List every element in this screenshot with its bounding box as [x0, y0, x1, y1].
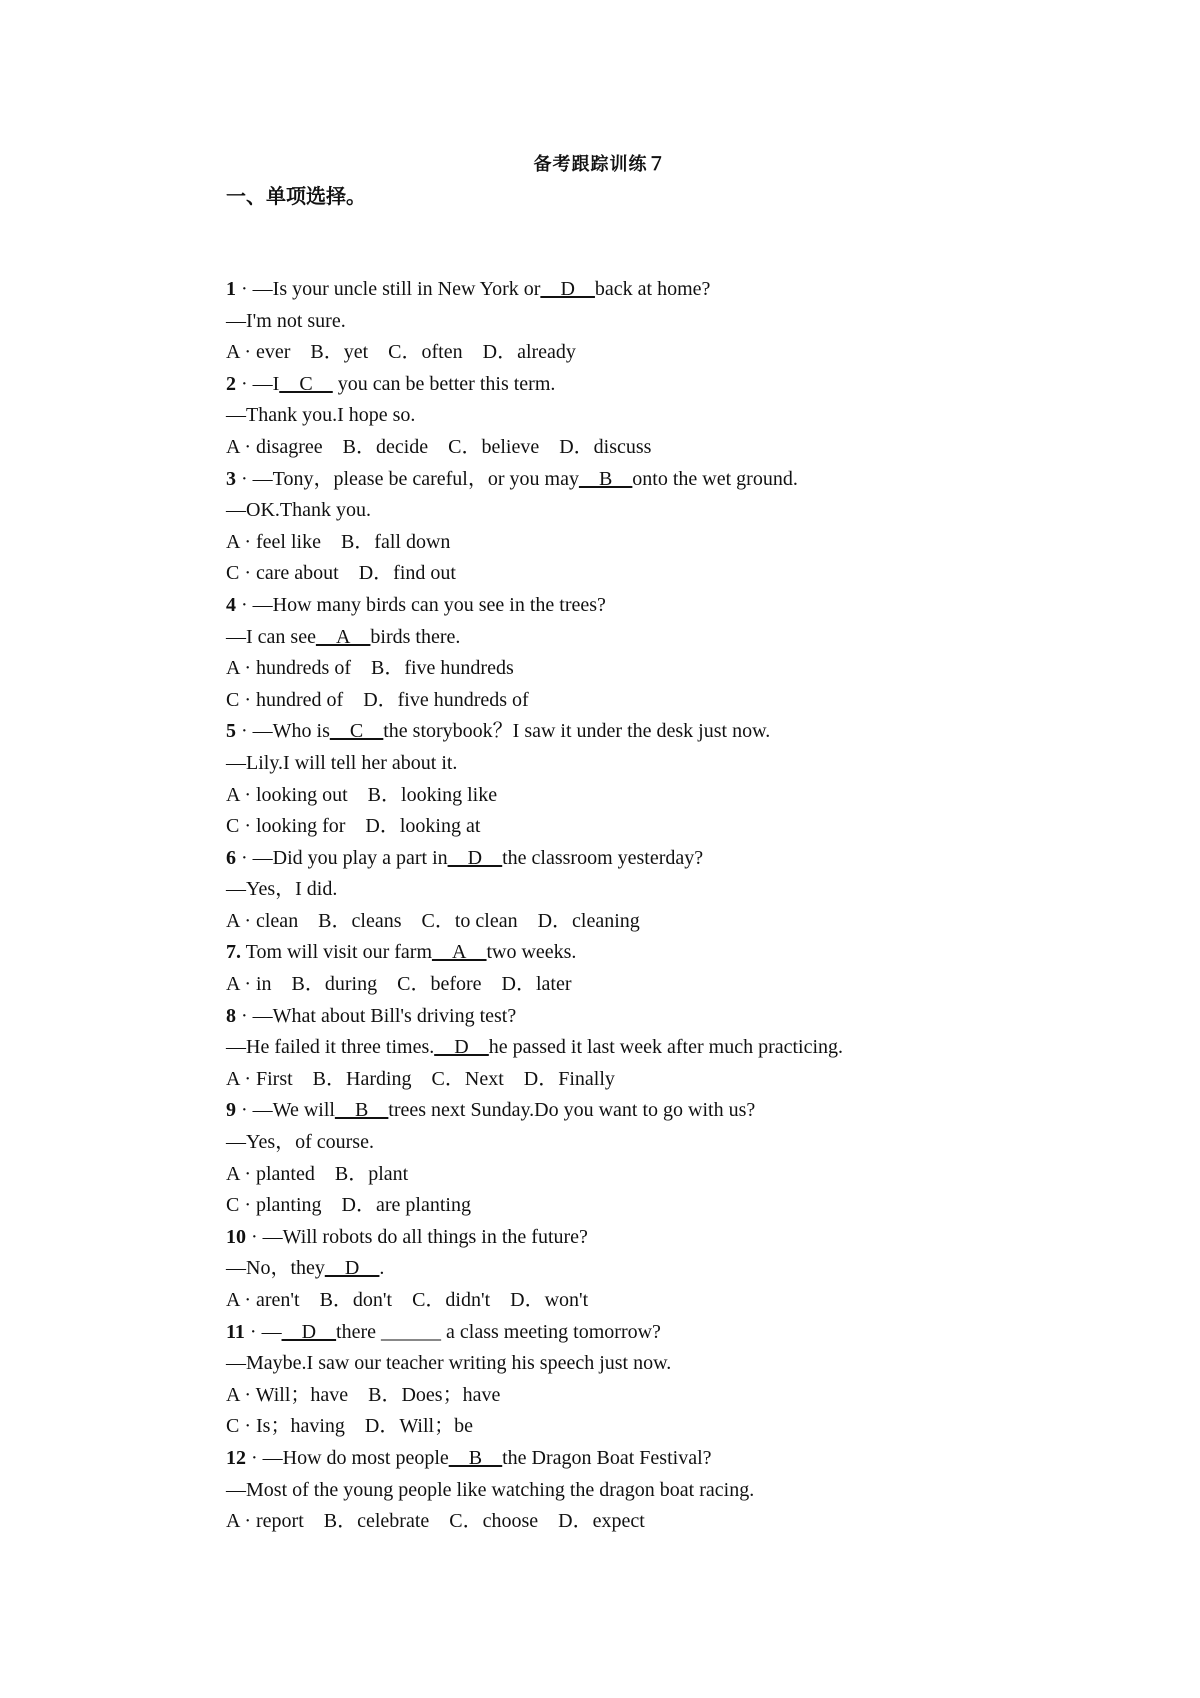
- question-stem: [226, 464, 1126, 496]
- answer-blank: __C__: [279, 372, 333, 395]
- question-separator: ·: [236, 720, 253, 743]
- question-line: [226, 811, 1126, 843]
- question-text: Tom will visit our farm: [241, 941, 432, 964]
- question-line: [226, 495, 1126, 527]
- question-text: two weeks.: [486, 941, 577, 964]
- question-line: [226, 527, 1126, 559]
- question-number: 12: [226, 1446, 246, 1469]
- answer-blank: __B__: [448, 1446, 503, 1469]
- line-text: A · Will；have B．Does；have: [226, 1383, 501, 1406]
- question-separator: ·: [246, 1225, 263, 1248]
- question-number: 5: [226, 720, 236, 743]
- question-stem: [226, 1222, 1126, 1254]
- page-title: 备考跟踪训练７: [533, 154, 667, 175]
- answer-blank: __D__: [281, 1320, 337, 1343]
- question-text: —I: [252, 372, 280, 395]
- answer-blank: __D__: [540, 278, 595, 300]
- question-number: 11: [226, 1320, 245, 1343]
- question-line: [226, 1506, 1126, 1538]
- question-stem: [226, 1443, 1126, 1475]
- line-text: —Lily.I will tell her about it.: [226, 751, 458, 774]
- line-text: C · Is；having D．Will；be: [226, 1415, 473, 1438]
- question-number: 9: [226, 1099, 236, 1122]
- line-text: A · feel like B．fall down: [226, 530, 451, 553]
- answer-blank: __D__: [324, 1257, 380, 1280]
- question-line: [226, 1159, 1126, 1191]
- options-line: [226, 685, 1126, 717]
- line-text: C · planting D．are planting: [226, 1194, 471, 1217]
- line-text: birds there.: [370, 625, 461, 648]
- answer-blank: __B__: [578, 467, 633, 490]
- line-text: he passed it last week after much practicing.: [488, 1036, 844, 1059]
- options-line: [226, 653, 1126, 685]
- question-separator: ·: [236, 278, 253, 300]
- line-text: —I'm not sure.: [226, 309, 346, 332]
- answer-blank: __A__: [315, 625, 371, 648]
- answer-line: [226, 622, 1126, 654]
- section-heading: 一、单项选择。: [226, 184, 366, 208]
- question-line: [226, 400, 1126, 432]
- answer-blank: __D__: [447, 846, 503, 869]
- question-number: 7.: [226, 941, 241, 964]
- question-number: 4: [226, 593, 236, 616]
- question-text: —Will robots do all things in the future?: [262, 1225, 588, 1248]
- line-text: A · clean B．cleans C．to clean D．cleaning: [226, 909, 640, 932]
- question-number: 1: [226, 278, 236, 300]
- option-text: C · hundred of D．five hundreds of: [226, 688, 529, 711]
- question-line: [226, 306, 1126, 338]
- line-text: —Thank you.I hope so.: [226, 404, 416, 427]
- question-text: the Dragon Boat Festival?: [502, 1446, 712, 1469]
- line-text: —No，they: [226, 1257, 325, 1280]
- question-line: [226, 1380, 1126, 1412]
- line-text: C · looking for D．looking at: [226, 815, 481, 838]
- question-number: 3: [226, 467, 236, 490]
- answer-blank: __D__: [434, 1036, 489, 1059]
- question-text: —What about Bill's driving test?: [252, 1004, 517, 1027]
- line-text: A · looking out B．looking like: [226, 783, 498, 806]
- question-line: [226, 969, 1126, 1001]
- question-stem: [226, 590, 1126, 622]
- question-text: —We will: [252, 1099, 335, 1122]
- question-line: [226, 432, 1126, 464]
- question-line: [226, 1127, 1126, 1159]
- question-stem: [226, 843, 1126, 875]
- line-text: A · in B．during C．before D．later: [226, 973, 572, 996]
- question-line: [226, 874, 1126, 906]
- line-text: —He failed it three times.: [226, 1036, 435, 1059]
- question-separator: ·: [236, 1099, 253, 1122]
- line-text: A · disagree B．decide C．believe D．discuss: [226, 435, 652, 458]
- question-text: —: [261, 1320, 282, 1343]
- question-text: you can be better this term.: [332, 372, 556, 395]
- line-text: A · ever B．yet C．often D．already: [226, 341, 576, 364]
- question-text: trees next Sunday.Do you want to go with us?: [388, 1099, 756, 1122]
- question-line: [226, 1411, 1126, 1443]
- question-text: onto the wet ground.: [632, 467, 798, 490]
- question-line: [226, 1348, 1126, 1380]
- question-stem: [226, 1095, 1126, 1127]
- question-number: 6: [226, 846, 236, 869]
- question-line: [226, 748, 1126, 780]
- line-text: —Yes，of course.: [226, 1131, 374, 1154]
- question-text: —Is your uncle still in New York or: [252, 278, 541, 300]
- answer-line: [226, 1253, 1126, 1285]
- question-stem: [226, 274, 1126, 306]
- options-line: [226, 1064, 1126, 1096]
- question-text: the storybook？I saw it under the desk just now.: [383, 720, 771, 743]
- question-number: 8: [226, 1004, 236, 1027]
- question-text: —How do most people: [262, 1446, 449, 1469]
- question-text: —Who is: [252, 720, 330, 743]
- question-separator: ·: [236, 467, 253, 490]
- line-text: —Yes，I did.: [226, 878, 338, 901]
- line-text: —OK.Thank you.: [226, 499, 371, 522]
- line-text: A · planted B．plant: [226, 1162, 409, 1185]
- question-separator: ·: [236, 1004, 253, 1027]
- question-stem: [226, 1001, 1126, 1033]
- answer-blank: __A__: [432, 941, 487, 964]
- question-list: [226, 274, 1126, 1538]
- question-number: 2: [226, 372, 236, 395]
- question-text: —How many birds can you see in the trees?: [252, 593, 606, 616]
- question-text: the classroom yesterday?: [502, 846, 704, 869]
- question-stem: [226, 1317, 1126, 1349]
- question-separator: ·: [236, 593, 253, 616]
- question-number: 10: [226, 1225, 246, 1248]
- question-separator: ·: [236, 846, 253, 869]
- question-separator: ·: [236, 372, 253, 395]
- line-text: A · report B．celebrate C．choose D．expect: [226, 1510, 645, 1533]
- question-text: —Tony，please be careful，or you may: [252, 467, 579, 490]
- question-stem: [226, 369, 1126, 401]
- question-line: [226, 1190, 1126, 1222]
- question-line: [226, 780, 1126, 812]
- question-text: —Did you play a part in: [252, 846, 448, 869]
- question-stem: [226, 937, 1126, 969]
- answer-line: [226, 1032, 1126, 1064]
- line-text: —Most of the young people like watching the dragon boat racing.: [226, 1478, 755, 1501]
- question-text: back at home?: [594, 278, 711, 300]
- question-separator: ·: [246, 1446, 263, 1469]
- question-line: [226, 1475, 1126, 1507]
- question-line: [226, 906, 1126, 938]
- question-stem: [226, 716, 1126, 748]
- answer-blank: __C__: [329, 720, 384, 743]
- question-separator: ·: [244, 1320, 262, 1343]
- options-line: [226, 1285, 1126, 1317]
- question-line: [226, 337, 1126, 369]
- option-text: A · First B．Harding C．Next D．Finally: [226, 1067, 615, 1090]
- line-text: —Maybe.I saw our teacher writing his speech just now.: [226, 1352, 672, 1375]
- line-text: —I can see: [226, 625, 316, 648]
- option-text: A · aren't B．don't C．didn't D．won't: [226, 1289, 589, 1311]
- question-text: there ______ a class meeting tomorrow?: [336, 1320, 661, 1343]
- question-line: [226, 558, 1126, 590]
- line-text: .: [379, 1257, 385, 1280]
- line-text: C · care about D．find out: [226, 562, 456, 585]
- answer-blank: __B__: [334, 1099, 389, 1122]
- option-text: A · hundreds of B．five hundreds: [226, 657, 514, 680]
